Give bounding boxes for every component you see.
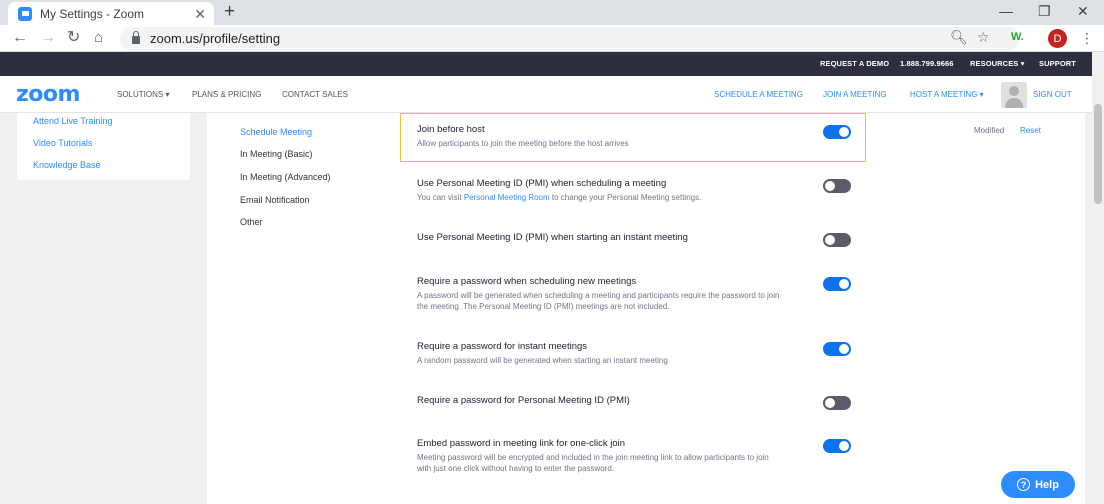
extension-icon[interactable]: W. (1011, 31, 1024, 43)
pmi-scheduling-toggle[interactable] (823, 179, 851, 193)
setting-title: Embed password in meeting link for one-click join (417, 438, 626, 449)
setting-pmi-scheduling (417, 178, 857, 204)
reload-icon[interactable]: ↻ (67, 29, 81, 46)
window-close-button[interactable]: ✕ (1077, 3, 1089, 19)
password-instant-toggle[interactable] (823, 342, 851, 356)
setting-pmi-instant (417, 232, 857, 243)
modified-label: Modified (974, 126, 1005, 135)
help-button[interactable] (1001, 471, 1075, 498)
setting-description: Allow participants to join the meeting before the host arrives (417, 139, 629, 148)
subnav-schedule-meeting[interactable]: Schedule Meeting (240, 127, 313, 137)
pmi-instant-toggle[interactable] (823, 233, 851, 247)
embed-password-toggle[interactable] (823, 439, 851, 453)
window-restore-button[interactable]: ❐ (1038, 3, 1051, 19)
request-demo-link[interactable]: REQUEST A DEMO (820, 59, 890, 68)
setting-password-instant (417, 341, 857, 367)
setting-title: Require a password for instant meetings (417, 341, 588, 352)
subnav-in-meeting-advanced[interactable]: In Meeting (Advanced) (240, 172, 331, 182)
help-resources-card (17, 113, 190, 180)
setting-title: Use Personal Meeting ID (PMI) when starting an instant meeting (417, 232, 688, 243)
zoom-main-header (0, 76, 1092, 113)
description-text: You can visit (417, 193, 464, 202)
support-link[interactable]: SUPPORT (1039, 59, 1076, 68)
help-question-icon: ? (1017, 478, 1030, 491)
bookmark-star-icon[interactable]: ☆ (977, 29, 990, 45)
lock-icon (132, 36, 140, 44)
settings-panel (207, 113, 1085, 504)
address-bar[interactable] (120, 27, 1020, 50)
password-scheduling-toggle[interactable] (823, 277, 851, 291)
browser-toolbar (0, 25, 1104, 52)
zoom-magnifier-icon[interactable]: 🔍︎ (950, 29, 968, 45)
url-text: zoom.us/profile/setting (150, 31, 281, 46)
home-icon[interactable]: ⌂ (94, 29, 104, 46)
video-tutorials-link[interactable]: Video Tutorials (33, 138, 93, 148)
description-text: to change your Personal Meeting settings. (549, 193, 702, 202)
phone-number[interactable]: 1.888.799.9666 (900, 59, 954, 68)
setting-embed-password (417, 438, 777, 474)
setting-description: A password will be generated when scheduling a meeting and participants require the password to join the meeting. The Personal Meeting ID (PMI) meetings are not included. (417, 291, 780, 311)
kebab-menu-icon[interactable]: ⋮ (1080, 30, 1094, 46)
sign-out-link[interactable]: SIGN OUT (1033, 90, 1072, 99)
browser-tab[interactable] (8, 2, 214, 25)
back-arrow-icon[interactable]: ← (12, 29, 28, 46)
password-pmi-toggle[interactable] (823, 396, 851, 410)
subnav-email-notification[interactable]: Email Notification (240, 195, 310, 205)
subnav-other[interactable]: Other (240, 217, 263, 227)
resources-menu[interactable]: RESOURCES ▾ (970, 59, 1025, 68)
subnav-in-meeting-basic[interactable]: In Meeting (Basic) (240, 149, 313, 159)
setting-password-scheduling (417, 276, 787, 312)
help-label: Help (1035, 478, 1059, 491)
page-scrollbar[interactable] (1092, 52, 1104, 504)
setting-description: Meeting password will be encrypted and included in the join meeting link to allow participants to join with just one click without having to enter the password. (417, 453, 769, 473)
contact-sales-link[interactable]: CONTACT SALES (282, 90, 348, 99)
profile-avatar[interactable]: D (1048, 29, 1067, 48)
window-minimize-button[interactable]: — (999, 3, 1013, 19)
setting-join-before-host (417, 124, 857, 150)
setting-title: Require a password for Personal Meeting ID (PMI) (417, 395, 630, 406)
reset-link[interactable]: Reset (1020, 126, 1041, 135)
forward-arrow-icon[interactable]: → (40, 29, 56, 46)
setting-title: Join before host (417, 124, 485, 135)
knowledge-base-link[interactable]: Knowledge Base (33, 160, 101, 170)
setting-description: A random password will be generated when starting an instant meeting (417, 356, 668, 365)
plans-pricing-link[interactable]: PLANS & PRICING (192, 90, 262, 99)
new-tab-button[interactable]: + (224, 1, 236, 22)
tab-close-icon[interactable]: ✕ (194, 5, 206, 22)
scrollbar-thumb[interactable] (1094, 104, 1102, 204)
personal-meeting-room-link[interactable]: Personal Meeting Room (463, 193, 550, 202)
setting-title: Use Personal Meeting ID (PMI) when scheduling a meeting (417, 178, 667, 189)
join-before-host-toggle[interactable] (823, 125, 851, 139)
browser-tab-strip (0, 0, 1104, 25)
join-meeting-link[interactable]: JOIN A MEETING (823, 90, 887, 99)
user-avatar[interactable] (1001, 82, 1027, 108)
setting-title: Require a password when scheduling new meetings (417, 276, 637, 287)
tab-title: My Settings - Zoom (40, 6, 145, 21)
setting-description (417, 193, 857, 204)
attend-live-training-link[interactable]: Attend Live Training (33, 116, 113, 126)
solutions-menu[interactable]: SOLUTIONS ▾ (117, 90, 170, 99)
zoom-top-strip (0, 52, 1092, 76)
zoom-favicon-icon (18, 7, 32, 21)
setting-password-pmi (417, 395, 857, 406)
host-meeting-menu[interactable]: HOST A MEETING ▾ (910, 90, 984, 99)
zoom-logo[interactable]: zoom (16, 82, 80, 107)
schedule-meeting-link[interactable]: SCHEDULE A MEETING (714, 90, 803, 99)
